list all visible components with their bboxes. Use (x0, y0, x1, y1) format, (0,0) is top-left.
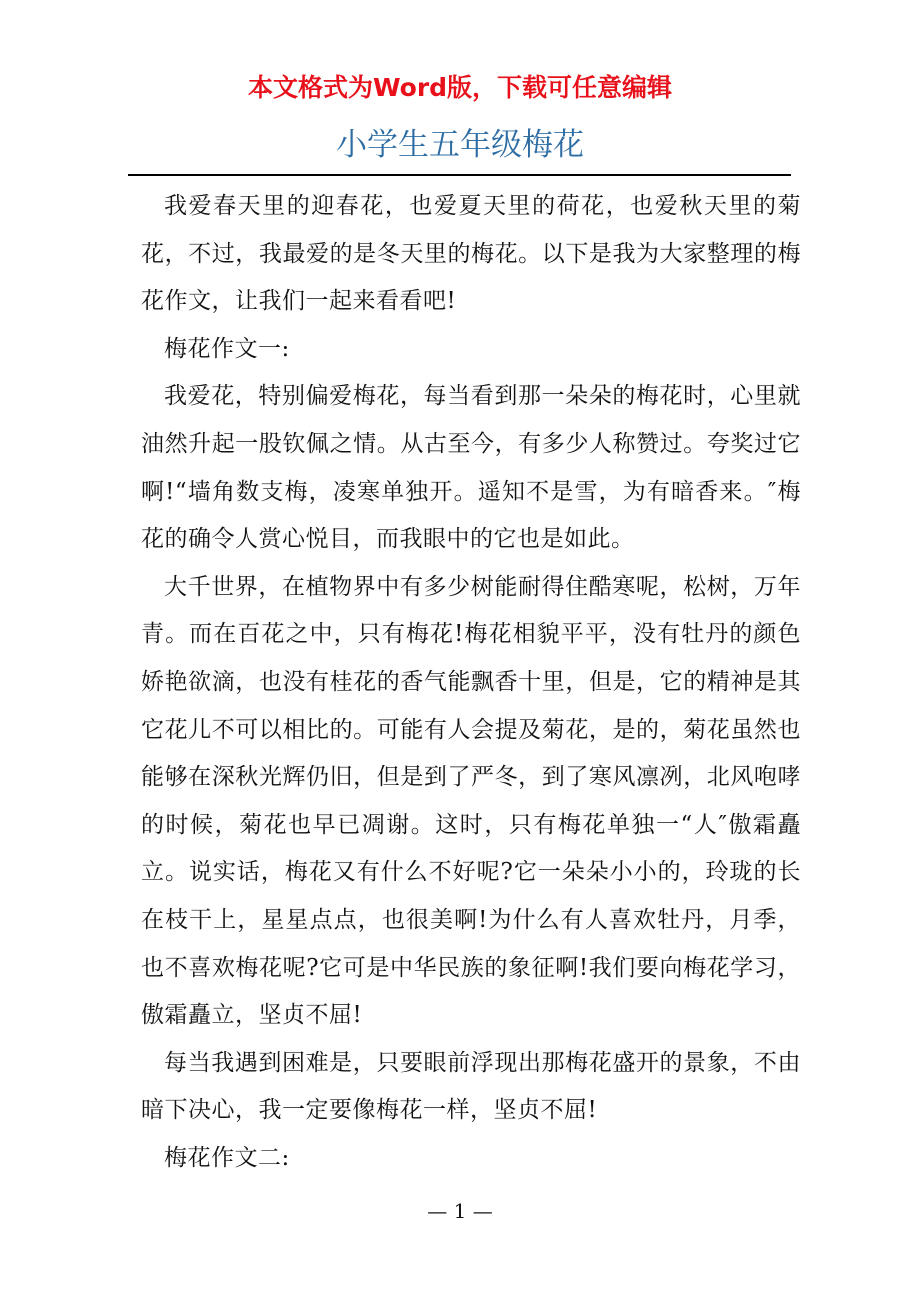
title-divider (128, 174, 791, 176)
paragraph-essay-1-part-2: 大千世界，在植物界中有多少树能耐得住酷寒呢，松树，万年青。而在百花之中，只有梅花!梅花相貌平平，没有牡丹的颜色娇艳欲滴，也没有桂花的香气能飘香十里，但是，它的精神是其它花儿不可以相比的。可能有人会提及菊花，是的，菊花虽然也能够在深秋光辉仍旧，但是到了严冬，到了寒风凛冽，北风咆哮的时候，菊花也早已凋谢。这时，只有梅花单独一“人″傲霜矗立。说实话，梅花又有什么不好呢?它一朵朵小小的，玲珑的长在枝干上，星星点点，也很美啊!为什么有人喜欢牡丹，月季，也不喜欢梅花呢?它可是中华民族的象征啊!我们要向梅花学习，傲霜矗立，坚贞不屈! (141, 573, 801, 1029)
section-heading-essay-1: 梅花作文一: (164, 335, 290, 362)
paragraph-essay-1-part-1: 我爱花，特别偏爱梅花，每当看到那一朵朵的梅花时，心里就油然升起一股钦佩之情。从古至今，有多少人称赞过。夸奖过它啊!“墙角数支梅，凌寒单独开。遥知不是雪，为有暗香来。″梅花的确令人赏心悦目，而我眼中的它也是如此。 (141, 383, 801, 553)
document-title: 小学生五年级梅花 (336, 127, 584, 163)
format-notice: 本文格式为Word版，下载可任意编辑 (247, 73, 673, 102)
document-body (141, 183, 801, 1182)
page-number: — 1 — (427, 1199, 493, 1223)
paragraph-essay-1-part-3: 每当我遇到困难是，只要眼前浮现出那梅花盛开的景象，不由暗下决心，我一定要像梅花一样，坚贞不屈! (141, 1049, 801, 1124)
paragraph-intro: 我爱春天里的迎春花，也爱夏天里的荷花，也爱秋天里的菊花，不过，我最爱的是冬天里的梅花。以下是我为大家整理的梅花作文，让我们一起来看看吧! (141, 193, 801, 315)
section-heading-essay-2: 梅花作文二: (164, 1144, 290, 1171)
